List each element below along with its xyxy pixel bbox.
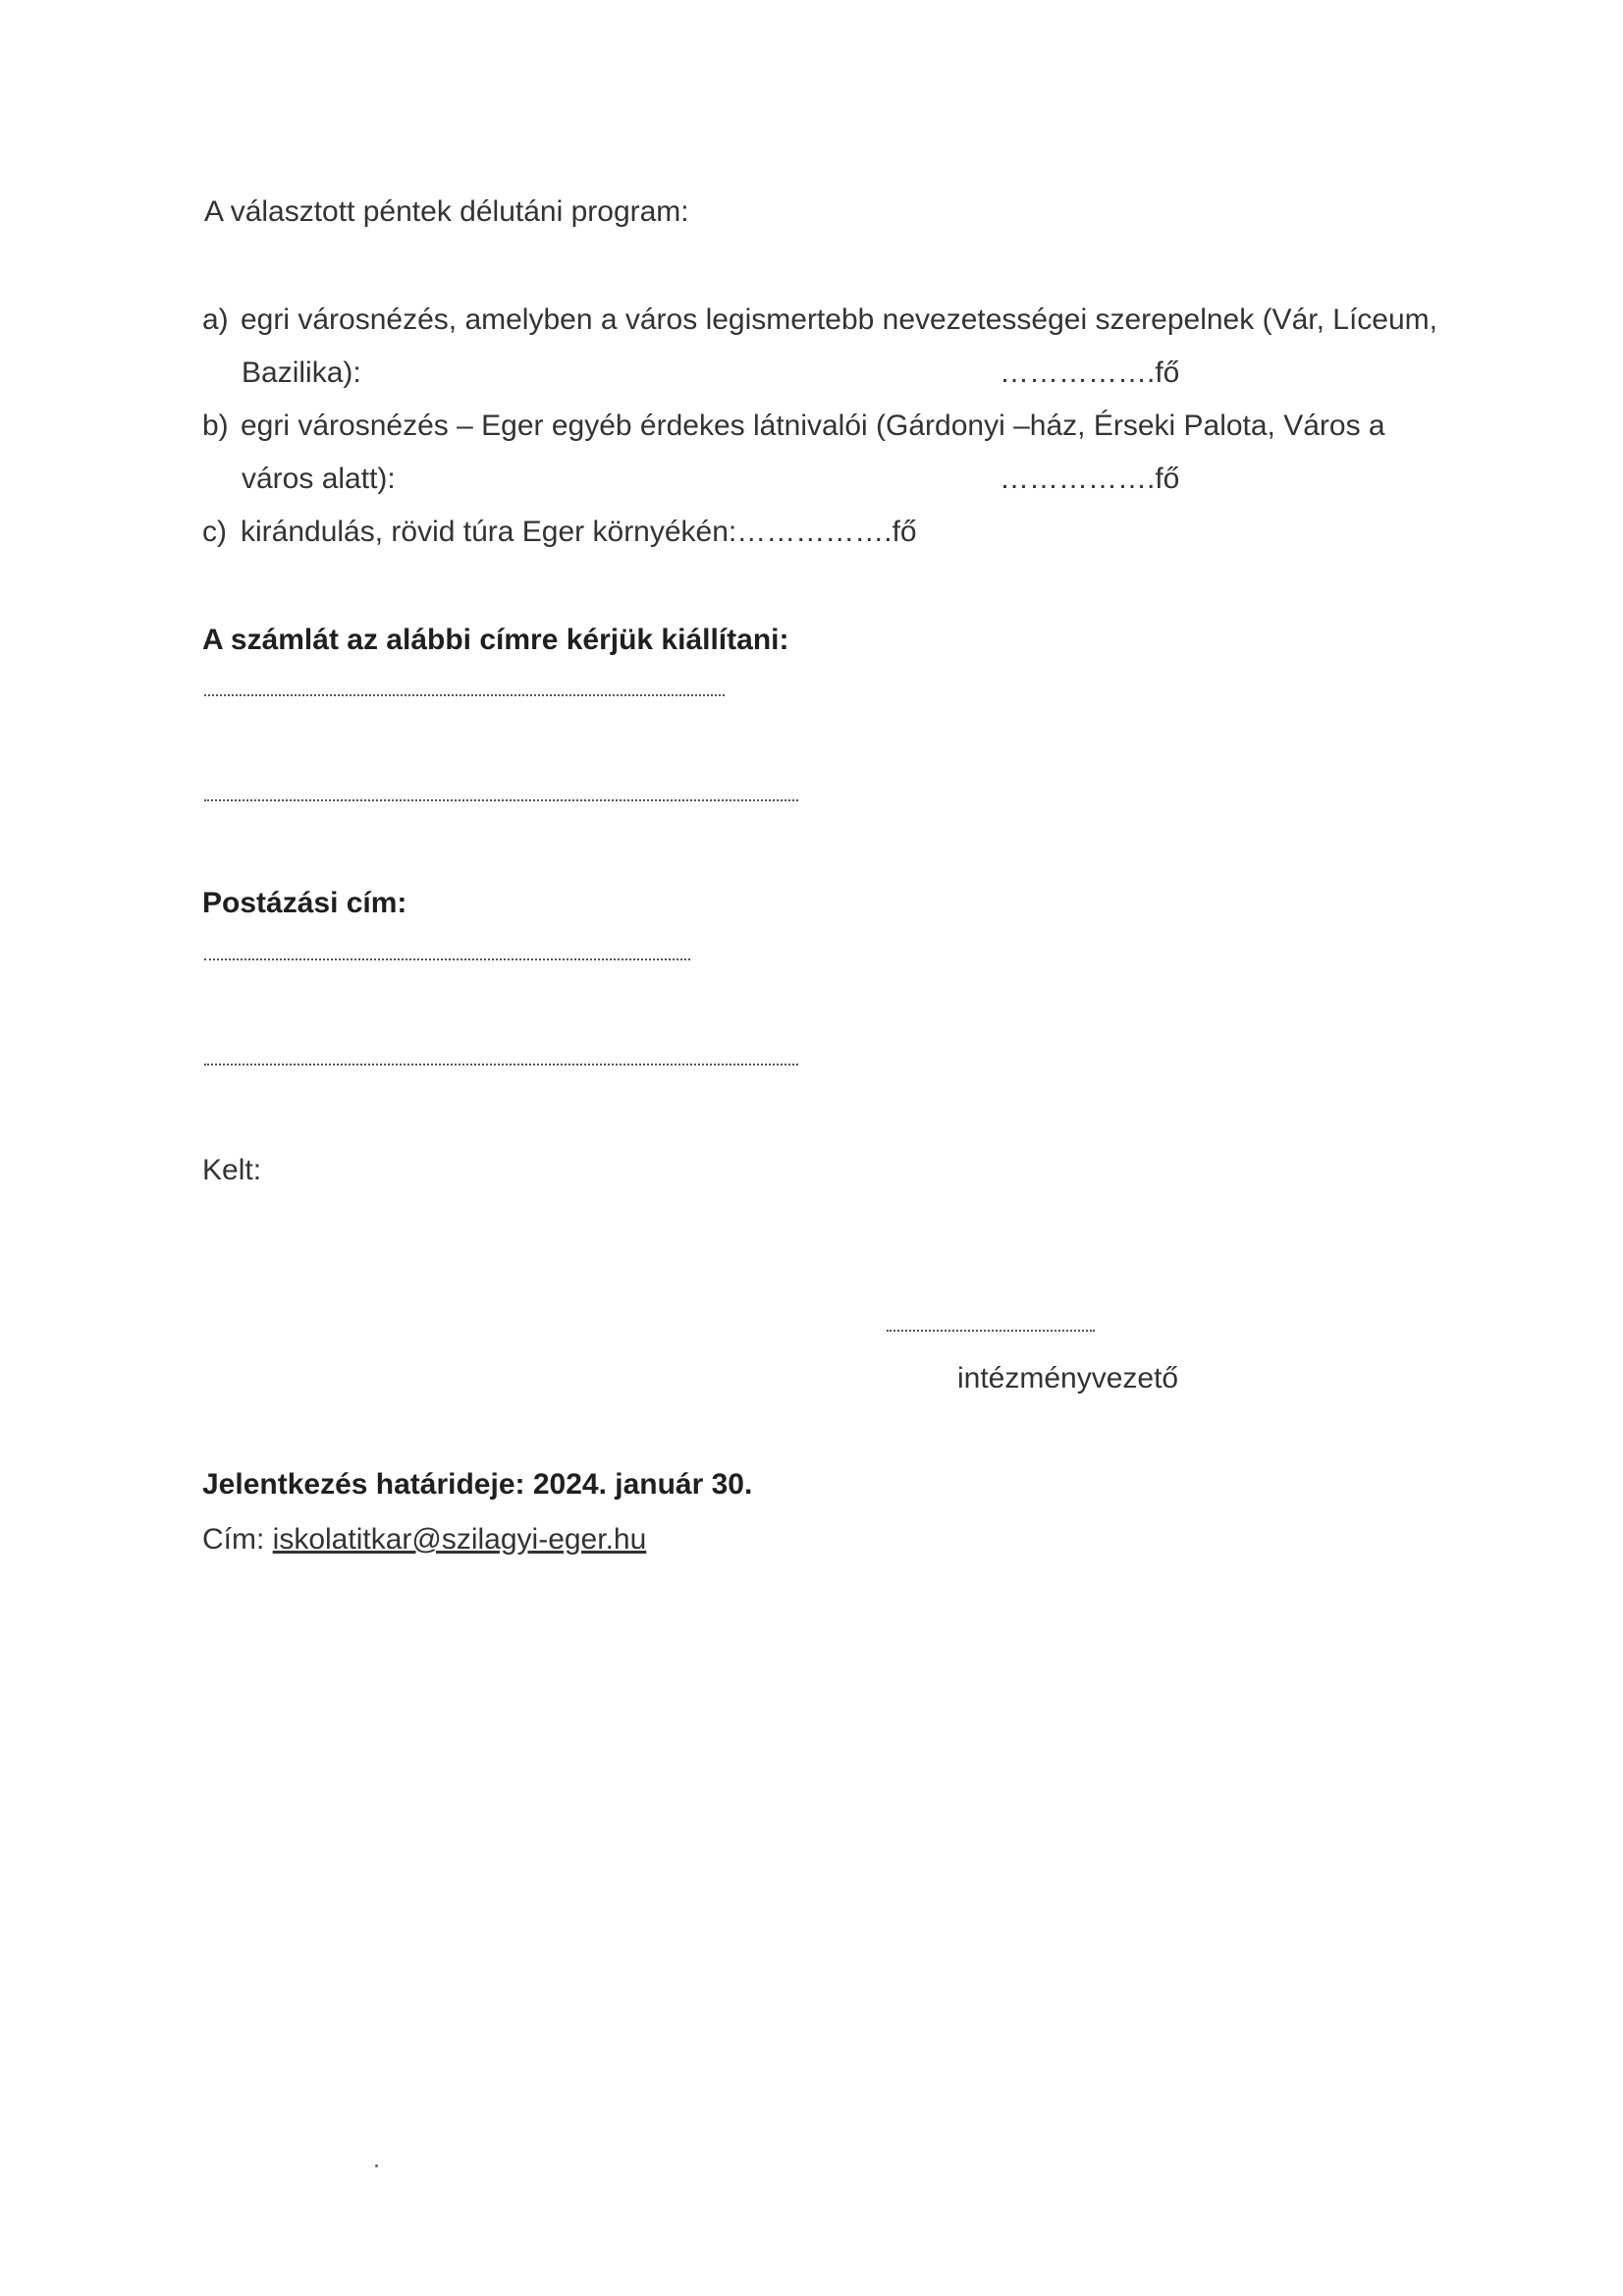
signature-label: intézményvezető (957, 1362, 1179, 1394)
option-b-line1: egri városnézés – Eger egyéb érdekes látnivalói (Gárdonyi –ház, Érseki Palota, Város a (241, 410, 1385, 442)
option-a-count-field[interactable]: …………….fő (1000, 356, 1180, 389)
deadline-text: Jelentkezés határideje: 2024. január 30. (202, 1468, 753, 1501)
intro-text: A választott péntek délutáni program: (204, 195, 689, 228)
invoice-heading: A számlát az alábbi címre kérjük kiállítani: (202, 624, 789, 656)
option-b-count-field[interactable]: …………….fő (1000, 463, 1180, 495)
contact-line (202, 1522, 646, 1558)
option-c-line1: kirándulás, rövid túra Eger környékén:…………….fő (241, 516, 917, 548)
postal-heading: Postázási cím: (202, 887, 407, 919)
option-b-marker: b) (202, 410, 229, 442)
option-a-line2: Bazilika): (242, 356, 361, 389)
option-c-marker: c) (202, 516, 227, 548)
postal-address-line-1[interactable] (204, 957, 690, 960)
invoice-address-line-2[interactable] (204, 797, 798, 801)
option-a-marker: a) (202, 303, 229, 336)
invoice-address-line-1[interactable] (204, 692, 725, 696)
option-b-line2: város alatt): (242, 463, 396, 495)
contact-label: Cím: (202, 1523, 273, 1556)
date-label: Kelt: (202, 1154, 262, 1186)
option-a-line1: egri városnézés, amelyben a város legismertebb nevezetességei szerepelnek (Vár, Líceum, (241, 303, 1437, 336)
scan-speck (375, 2164, 378, 2167)
contact-email-link[interactable]: iskolatitkar@szilagyi-eger.hu (272, 1523, 647, 1556)
signature-line[interactable] (887, 1328, 1095, 1332)
postal-address-line-2[interactable] (204, 1062, 798, 1066)
